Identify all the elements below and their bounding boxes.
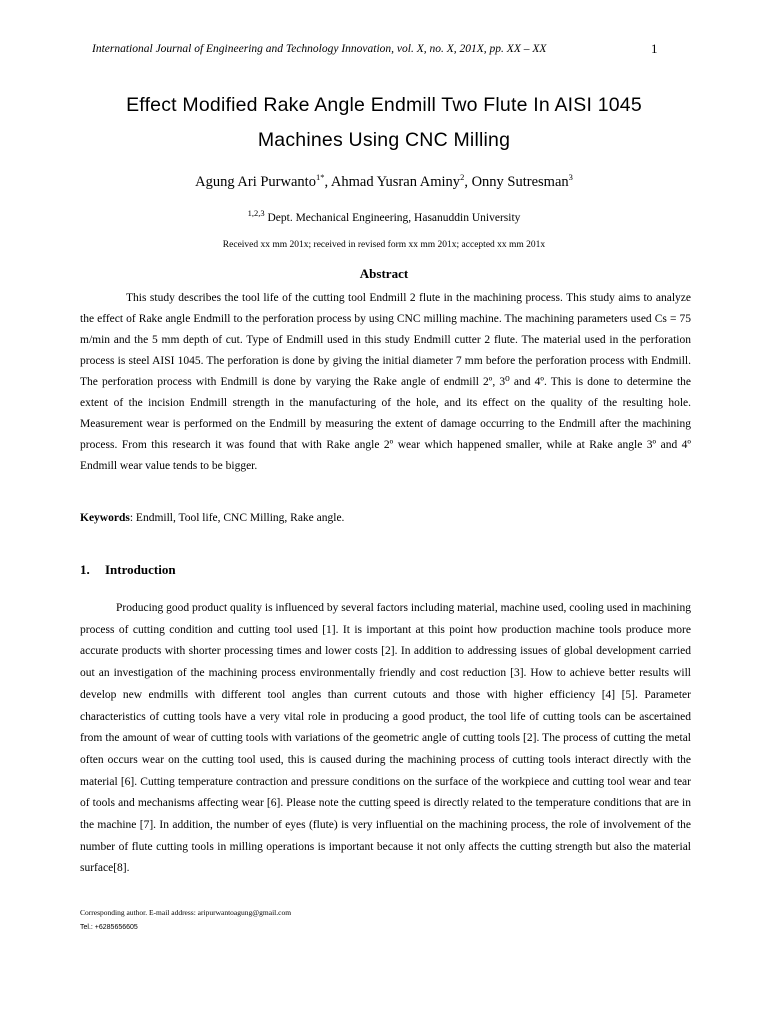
keywords-text: : Endmill, Tool life, CNC Milling, Rake angle. xyxy=(129,512,345,524)
author-separator: , xyxy=(464,174,472,190)
introduction-text: Producing good product quality is influenced by several factors including material, machine used, cooling used in machining process of cutting condition and cutting tool used [1]. It is important at this point how production machine tools produce more accurate products with shorter processing times and lower costs [2]. In addition to addressing issues of global development carried out an investigation of the machining process environmentally friendly and cost reduction [3]. How to achieve better results will develop new endmills with different tool angles than current cutouts and those with higher efficiency [4] [5]. Parameter characteristics of cutting tools have a very vital role in producing a good product, the tool life of cutting tools can be ascertained from the amount of wear of cutting tools with variations of the geometric angle of cutting tools [2]. The process of cutting the metal often occurs wear on the cutting tool used, this is caused during the machining process of cutting tools interact directly with the material [6]. Cutting temperature contraction and pressure conditions on the surface of the workpiece and cutting tool wear and tear of tools and mechanisms affecting wear [6]. Please note the cutting speed is directly related to the temperature conditions that are in the machine [7]. In addition, the number of eyes (flute) is very influential on the machining process, the role of involvement of the number of flute cutting tools in milling operations is important because it not only affects the cutting strength but also the material surface[8]. xyxy=(80,602,691,875)
author-name: Ahmad Yusran Aminy xyxy=(330,174,461,190)
telephone: Tel.: +6285656605 xyxy=(80,924,138,931)
running-head: International Journal of Engineering and Technology Innovation, vol. X, no. X, 201X, pp. XX – XX xyxy=(92,43,547,55)
author-affiliation-mark: 2 xyxy=(460,172,465,183)
section-heading-introduction xyxy=(80,562,176,578)
affiliation xyxy=(60,208,708,224)
abstract-heading: Abstract xyxy=(359,266,409,281)
received-dates: Received xx mm 201x; received in revised form xx mm 201x; accepted xx mm 201x xyxy=(222,240,546,250)
keywords-label: Keywords xyxy=(80,512,130,524)
keywords xyxy=(80,512,691,524)
section-title: Introduction xyxy=(105,562,176,577)
author-separator: , xyxy=(324,174,331,190)
author-list xyxy=(60,174,708,191)
author-name: Agung Ari Purwanto xyxy=(195,174,316,190)
affiliation-text: Dept. Mechanical Engineering, Hasanuddin University xyxy=(264,212,521,224)
affiliation-mark: 1,2,3 xyxy=(247,208,265,219)
section-number: 1. xyxy=(80,562,90,577)
author-affiliation-mark: 3 xyxy=(568,172,573,183)
page-number: 1 xyxy=(651,41,658,56)
footnote xyxy=(80,905,291,935)
author-affiliation-mark: 1* xyxy=(315,172,325,183)
paper-title xyxy=(60,88,708,158)
title-line-1: Effect Modified Rake Angle Endmill Two Flute In AISI 1045 xyxy=(126,94,642,116)
abstract-text: This study describes the tool life of the cutting tool Endmill 2 flute in the machining process. This study aims to analyze the effect of Rake angle Endmill to the perforation process by using CNC milling machine. The machining parameters used Cs = 75 m/min and the 5 mm depth of cut. Type of Endmill used in this study Endmill cutter 2 flute. The material used in the perforation process is steel AISI 1045. The perforation is done by giving the initial diameter 7 mm before the perforation process with Endmill. The perforation process with Endmill is done by varying the Rake angle of endmill 2º, 3⁰ and 4º. This is done to determine the extent of the incision Endmill strength in the manufacturing of the hole, and its effect on the quality of the resulting hole. Measurement wear is performed on the Endmill by measuring the extent of damage occurring to the Endmill after the machining process. From this research it was found that with Rake angle 2º wear which happened smaller, while at Rake angle 3º and 4º Endmill wear value tends to be bigger. xyxy=(80,292,691,472)
title-line-2: Machines Using CNC Milling xyxy=(257,129,511,151)
corresponding-author: Corresponding author. E-mail address: aripurwantoagung@gmail.com xyxy=(80,908,292,917)
author-name: Onny Sutresman xyxy=(471,174,569,190)
